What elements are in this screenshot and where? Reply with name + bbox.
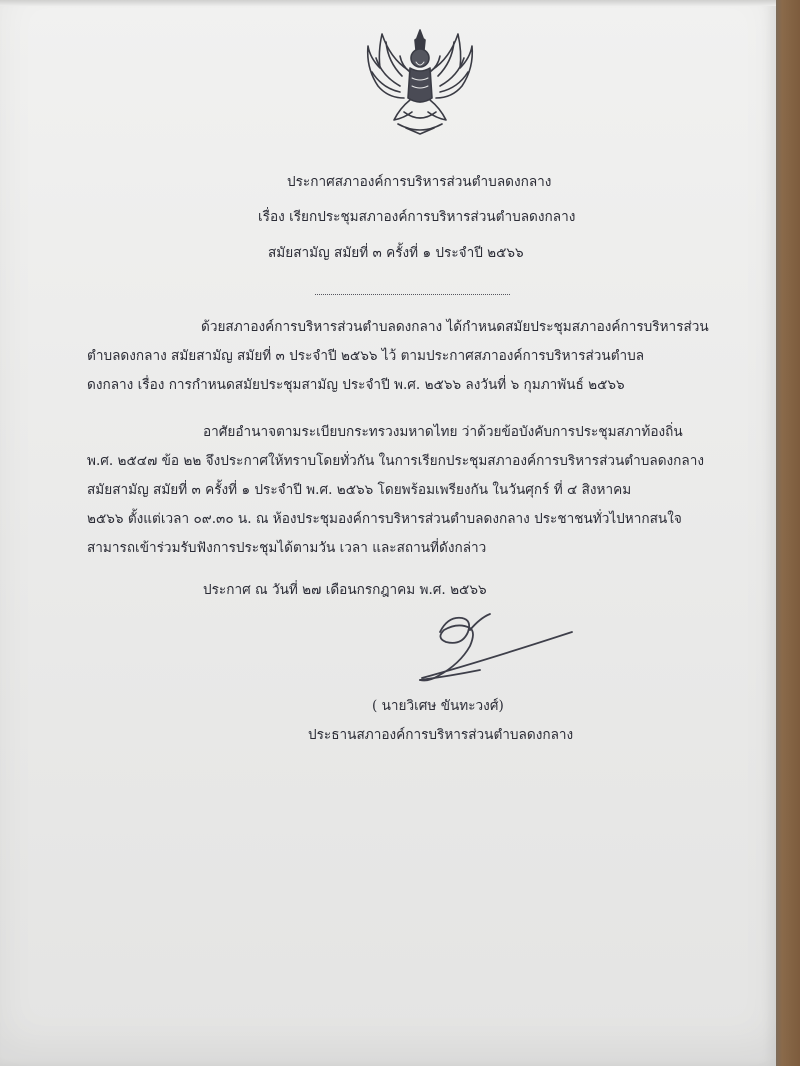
meeting-session: สมัยสามัญ สมัยที่ ๓ ครั้งที่ ๑ ประจำปี ๒๕๖๖	[268, 245, 524, 261]
paragraph1-line1: ด้วยสภาองค์การบริหารส่วนตำบลดงกลาง ได้กำหนดสมัยประชุมสภาองค์การบริหารส่วน	[201, 319, 709, 335]
paragraph2-line2: พ.ศ. ๒๕๔๗ ข้อ ๒๒ จึงประกาศให้ทราบโดยทั่วกัน ในการเรียกประชุมสภาองค์การบริหารส่วนตำบลดงกลาง	[87, 453, 705, 469]
paragraph1-line3: ดงกลาง เรื่อง การกำหนดสมัยประชุมสามัญ ประจำปี พ.ศ. ๒๕๖๖ ลงวันที่ ๖ กุมภาพันธ์ ๒๕๖๖	[87, 377, 625, 393]
announcement-date: ประกาศ ณ วันที่ ๒๗ เดือนกรกฎาคม พ.ศ. ๒๕๖๖	[203, 582, 487, 598]
announcement-subject: เรื่อง เรียกประชุมสภาองค์การบริหารส่วนตำบลดงกลาง	[258, 209, 576, 225]
paragraph2-line1: อาศัยอำนาจตามระเบียบกระทรวงมหาดไทย ว่าด้วยข้อบังคับการประชุมสภาท้องถิ่น	[203, 424, 683, 440]
signature-mark	[410, 606, 580, 688]
announcement-title: ประกาศสภาองค์การบริหารส่วนตำบลดงกลาง	[287, 174, 552, 190]
paragraph1-line2: ตำบลดงกลาง สมัยสามัญ สมัยที่ ๓ ประจำปี ๒๕๖๖ ไว้ ตามประกาศสภาองค์การบริหารส่วนตำบล	[87, 348, 645, 364]
paragraph2-line4: ๒๕๖๖ ตั้งแต่เวลา ๐๙.๓๐ น. ณ ห้องประชุมองค์การบริหารส่วนตำบลดงกลาง ประชาชนทั่วไปหากสนใจ	[87, 511, 682, 527]
paragraph2-line3: สมัยสามัญ สมัยที่ ๓ ครั้งที่ ๑ ประจำปี พ.ศ. ๒๕๖๖ โดยพร้อมเพรียงกัน ในวันศุกร์ ที่ ๔ สิงหาคม	[87, 482, 632, 498]
signer-position: ประธานสภาองค์การบริหารส่วนตำบลดงกลาง	[308, 727, 574, 743]
paper-top-edge	[0, 0, 776, 6]
signer-name: ( นายวิเศษ ขันทะวงศ์)	[372, 698, 504, 714]
garuda-emblem-icon	[360, 28, 480, 138]
paragraph2-line5: สามารถเข้าร่วมรับฟังการประชุมได้ตามวัน เวลา และสถานที่ดังกล่าว	[87, 540, 487, 556]
header-divider	[315, 294, 510, 295]
